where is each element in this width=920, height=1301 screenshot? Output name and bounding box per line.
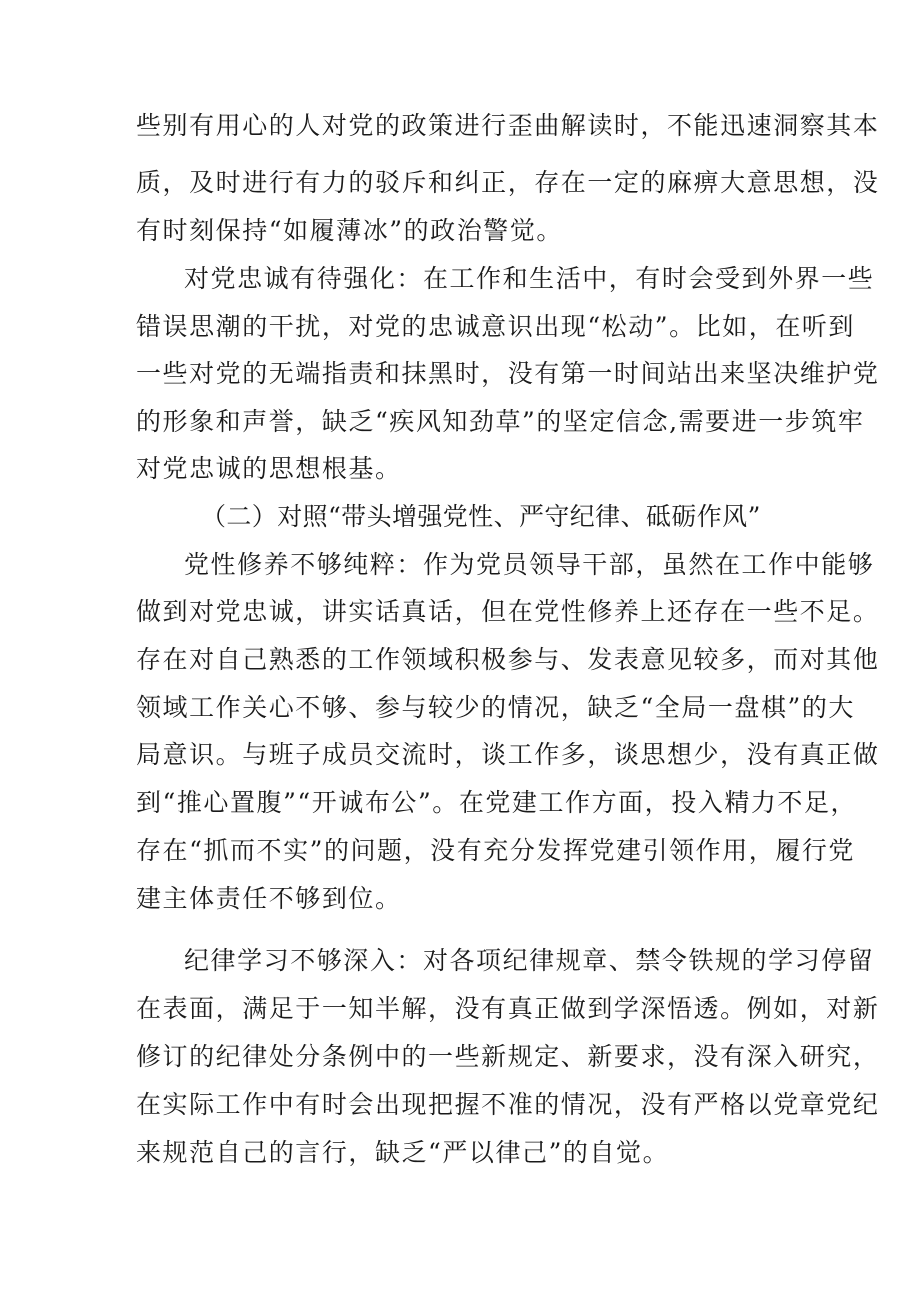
paragraph-continuation-line: 的形象和声誉，缺乏“疾风知劲草”的坚定信念,需要进一步筑牢: [136, 407, 865, 436]
paragraph-continuation-line: 存在“抓而不实”的问题，没有充分发挥党建引领作用，履行党: [136, 836, 855, 865]
section-heading: （二）对照“带头增强党性、严守纪律、砥砺作风”: [201, 502, 761, 531]
paragraph-continuation-line: 到“推心置腹”“开诚布公”。在党建工作方面，投入精力不足，: [136, 788, 858, 817]
paragraph-continuation-line: 有时刻保持“如履薄冰”的政治警觉。: [136, 216, 563, 245]
paragraph-continuation-line: 在实际工作中有时会出现把握不准的情况，没有严格以党章党纪: [136, 1090, 880, 1119]
paragraph-continuation-line: 对党忠诚的思想根基。: [136, 454, 402, 483]
paragraph-continuation-line: 质，及时进行有力的驳斥和纠正，存在一定的麻痹大意思想，没: [136, 168, 880, 197]
paragraph-continuation-line: 修订的纪律处分条例中的一些新规定、新要求，没有深入研究，: [136, 1042, 880, 1071]
paragraph-continuation-line: 些别有用心的人对党的政策进行歪曲解读时，不能迅速洞察其本: [136, 111, 880, 140]
paragraph-continuation-line: 在表面，满足于一知半解，没有真正做到学深悟透。例如，对新: [136, 994, 880, 1023]
paragraph-continuation-line: 做到对党忠诚，讲实话真话，但在党性修养上还存在一些不足。: [136, 597, 880, 626]
paragraph-continuation-line: 局意识。与班子成员交流时，谈工作多，谈思想少，没有真正做: [136, 740, 880, 769]
paragraph-continuation-line: 领域工作关心不够、参与较少的情况，缺乏“全局一盘棋”的大: [136, 693, 855, 722]
paragraph-continuation-line: 一些对党的无端指责和抹黑时，没有第一时间站出来坚决维护党: [136, 359, 880, 388]
paragraph-first-line: 纪律学习不够深入：对各项纪律规章、禁令铁规的学习停留: [184, 946, 875, 975]
paragraph-first-line: 对党忠诚有待强化：在工作和生活中，有时会受到外界一些: [184, 264, 875, 293]
paragraph-continuation-line: 存在对自己熟悉的工作领域积极参与、发表意见较多，而对其他: [136, 645, 880, 674]
paragraph-first-line: 党性修养不够纯粹：作为党员领导干部，虽然在工作中能够: [184, 550, 875, 579]
paragraph-continuation-line: 错误思潮的干扰，对党的忠诚意识出现“松动”。比如，在听到: [136, 312, 855, 341]
paragraph-continuation-line: 建主体责任不够到位。: [136, 884, 402, 913]
paragraph-continuation-line: 来规范自己的言行，缺乏“严以律己”的自觉。: [136, 1138, 670, 1167]
